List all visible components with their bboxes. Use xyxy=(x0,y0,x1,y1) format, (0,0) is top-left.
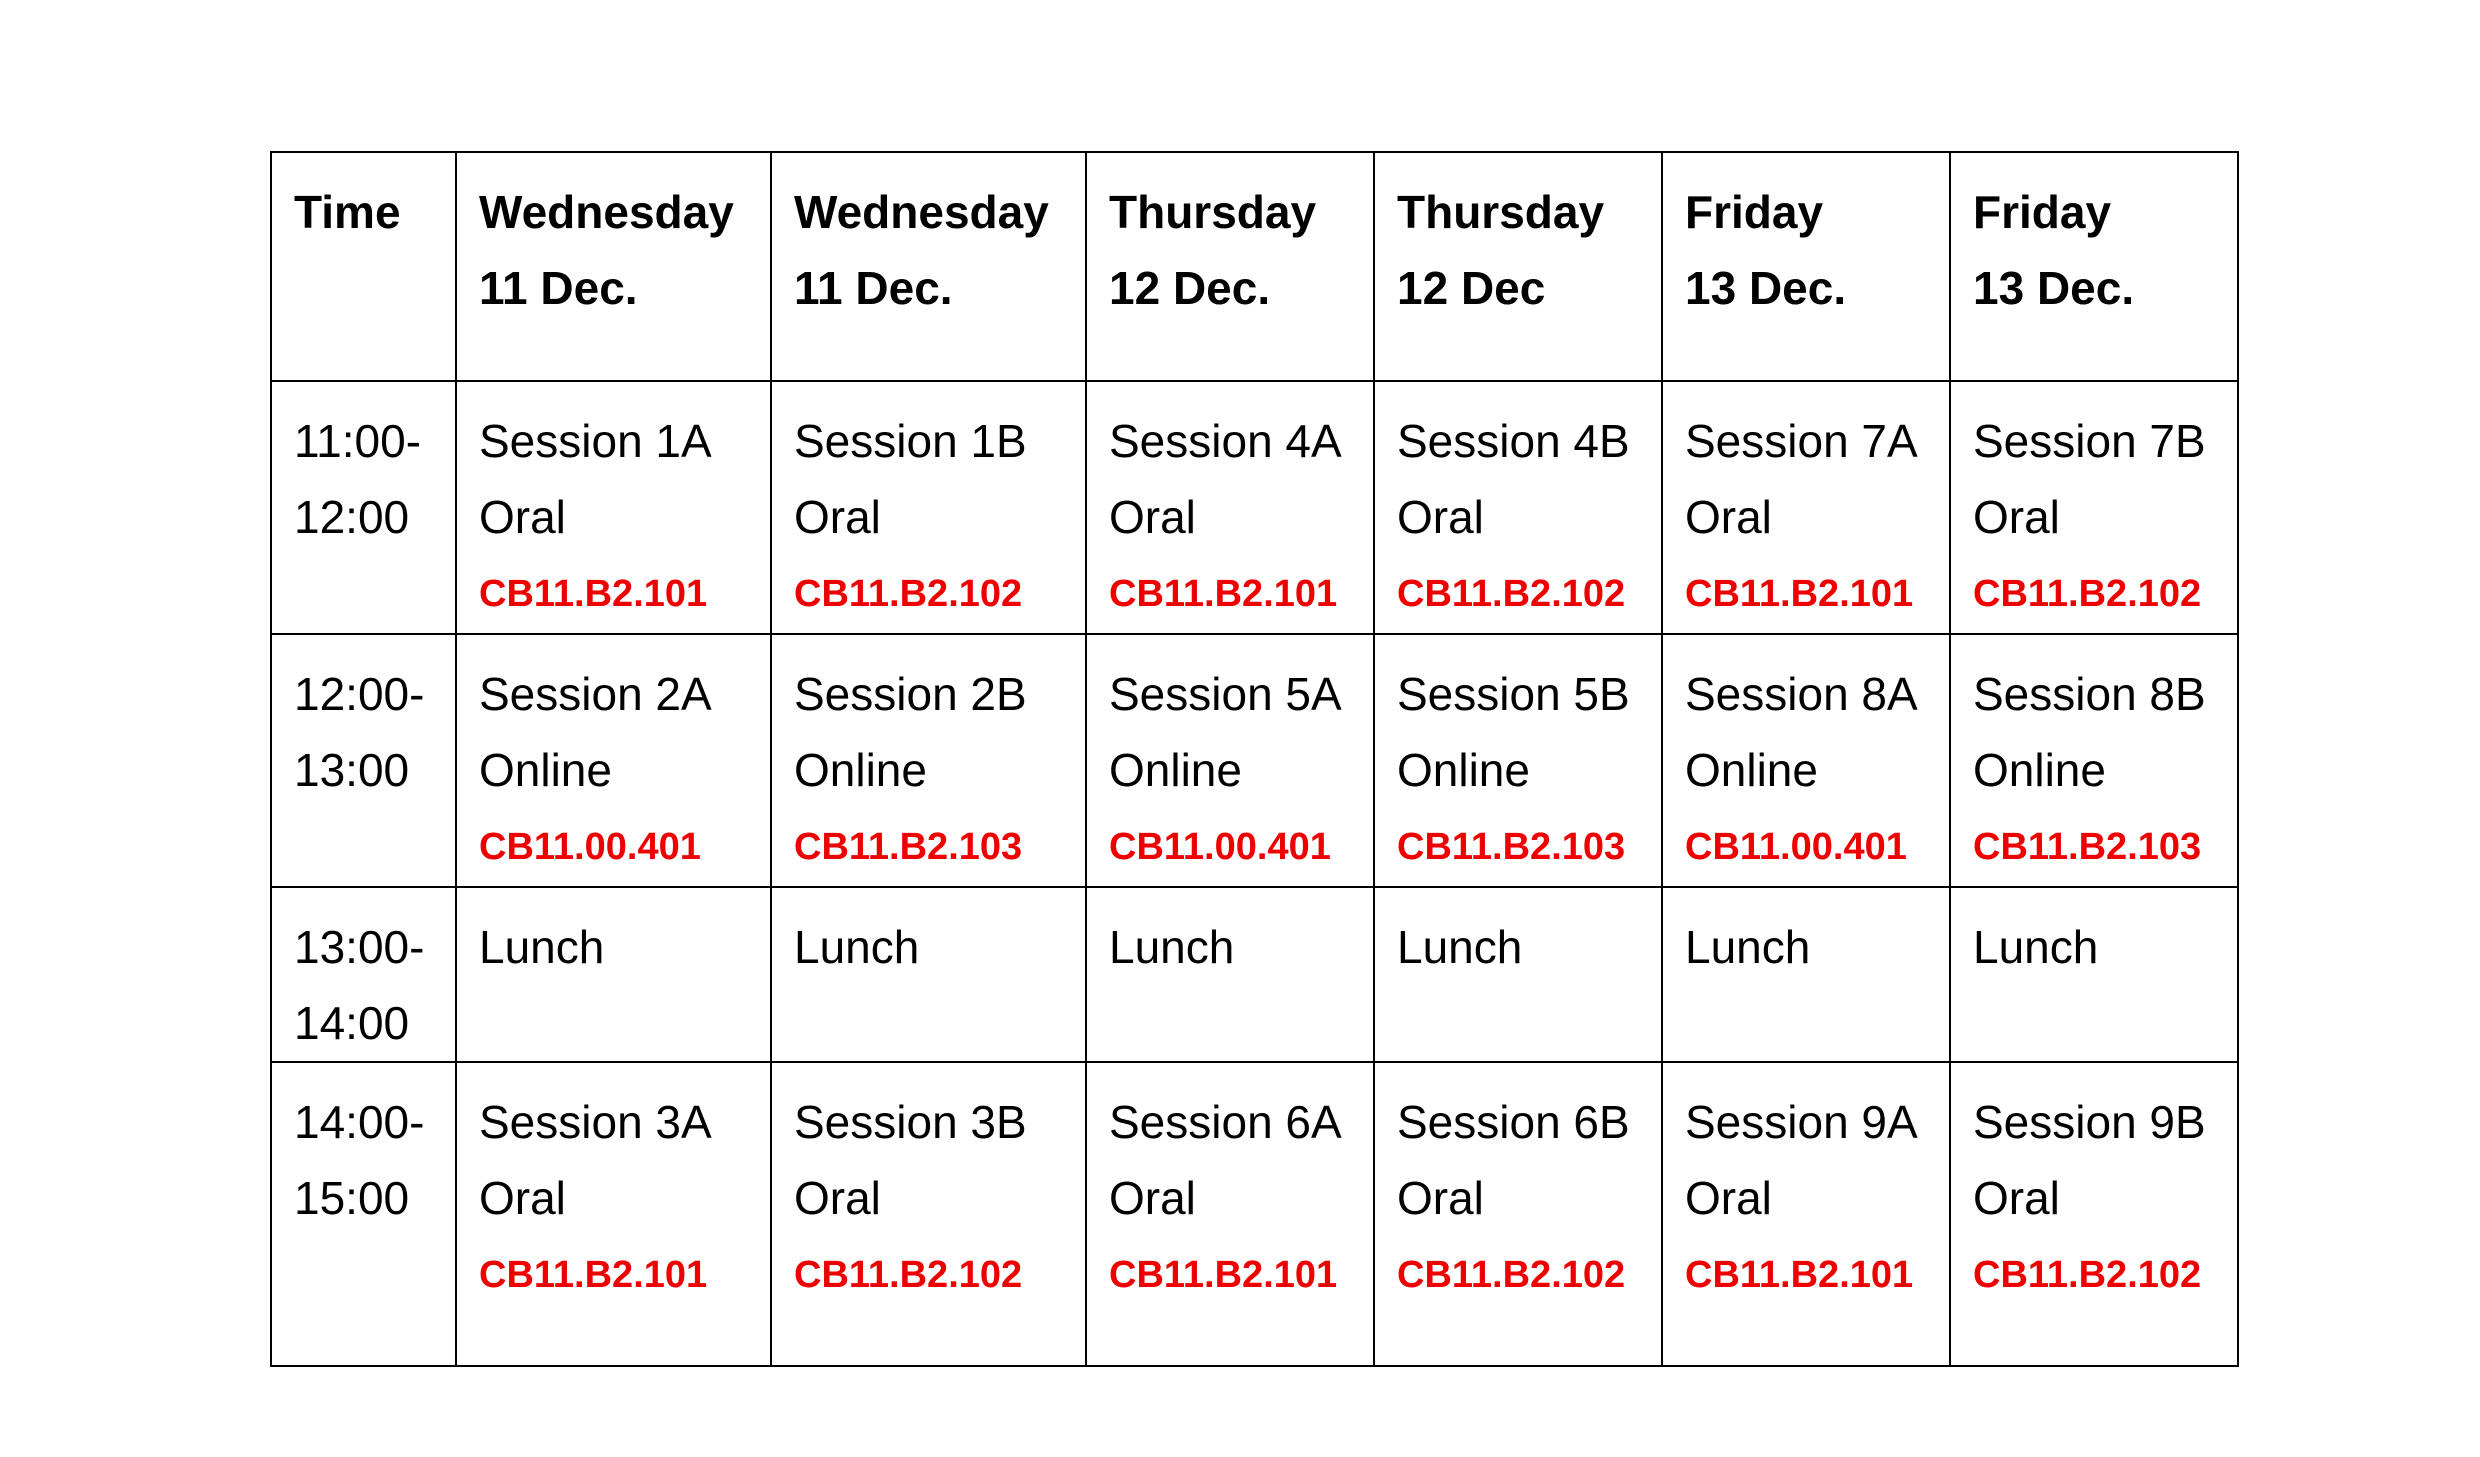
time-cell xyxy=(271,887,456,1062)
day-name: Friday xyxy=(1685,186,1824,238)
session-format: Oral xyxy=(794,1172,881,1224)
header-cell-day xyxy=(1086,152,1374,381)
session-cell xyxy=(1086,381,1374,634)
room-code: CB11.B2.103 xyxy=(794,826,1023,868)
session-format: Online xyxy=(479,744,612,796)
time-start: 13:00- xyxy=(294,921,425,973)
session-format: Online xyxy=(1109,744,1242,796)
session-cell xyxy=(1374,1062,1662,1366)
session-name: Session 1B xyxy=(794,415,1027,467)
time-start: 11:00- xyxy=(294,415,422,467)
session-cell xyxy=(456,381,771,634)
session-name: Session 3A xyxy=(479,1096,712,1148)
session-format: Oral xyxy=(1397,1172,1484,1224)
session-format: Oral xyxy=(479,1172,566,1224)
lunch-label: Lunch xyxy=(1973,921,2099,973)
session-cell xyxy=(1374,381,1662,634)
room-code: CB11.B2.102 xyxy=(1397,1254,1626,1296)
session-format: Oral xyxy=(1685,1172,1772,1224)
lunch-cell xyxy=(771,887,1086,1062)
schedule-table xyxy=(270,151,2239,1367)
day-date: 13 Dec. xyxy=(1685,262,1847,314)
session-cell xyxy=(1950,634,2238,887)
time-start: 12:00- xyxy=(294,668,425,720)
session-name: Session 1A xyxy=(479,415,712,467)
table-row xyxy=(271,634,2238,887)
session-format: Online xyxy=(1973,744,2106,796)
lunch-label: Lunch xyxy=(479,921,605,973)
room-code: CB11.B2.102 xyxy=(1973,573,2202,615)
room-code: CB11.B2.103 xyxy=(1973,826,2202,868)
day-date: 11 Dec. xyxy=(794,262,953,314)
day-name: Thursday xyxy=(1109,186,1317,238)
session-cell xyxy=(1086,1062,1374,1366)
session-name: Session 9A xyxy=(1685,1096,1918,1148)
time-cell xyxy=(271,1062,456,1366)
day-date: 11 Dec. xyxy=(479,262,638,314)
lunch-cell xyxy=(1950,887,2238,1062)
table-row xyxy=(271,1062,2238,1366)
day-date: 13 Dec. xyxy=(1973,262,2135,314)
session-cell xyxy=(456,634,771,887)
session-format: Oral xyxy=(794,491,881,543)
room-code: CB11.B2.102 xyxy=(794,1254,1023,1296)
session-name: Session 2B xyxy=(794,668,1027,720)
header-cell-day xyxy=(1374,152,1662,381)
header-row xyxy=(271,152,2238,381)
lunch-cell xyxy=(456,887,771,1062)
session-name: Session 7A xyxy=(1685,415,1918,467)
session-format: Online xyxy=(794,744,927,796)
table-row xyxy=(271,381,2238,634)
session-cell xyxy=(1662,1062,1950,1366)
header-cell-day xyxy=(1662,152,1950,381)
session-name: Session 4A xyxy=(1109,415,1342,467)
header-cell-day xyxy=(1950,152,2238,381)
session-cell xyxy=(771,634,1086,887)
session-format: Oral xyxy=(1109,1172,1196,1224)
room-code: CB11.00.401 xyxy=(1685,826,1907,868)
session-format: Online xyxy=(1397,744,1530,796)
session-format: Oral xyxy=(1397,491,1484,543)
lunch-label: Lunch xyxy=(794,921,920,973)
time-column-header: Time xyxy=(294,186,401,238)
time-cell xyxy=(271,381,456,634)
session-cell xyxy=(1662,381,1950,634)
session-cell xyxy=(1950,381,2238,634)
session-name: Session 5B xyxy=(1397,668,1630,720)
session-name: Session 9B xyxy=(1973,1096,2206,1148)
time-cell xyxy=(271,634,456,887)
session-name: Session 6B xyxy=(1397,1096,1630,1148)
time-end: 14:00 xyxy=(294,997,410,1049)
header-cell-time xyxy=(271,152,456,381)
session-cell xyxy=(1374,634,1662,887)
lunch-label: Lunch xyxy=(1109,921,1235,973)
table-row xyxy=(271,887,2238,1062)
header-cell-day xyxy=(771,152,1086,381)
lunch-label: Lunch xyxy=(1685,921,1811,973)
room-code: CB11.B2.102 xyxy=(1973,1254,2202,1296)
room-code: CB11.B2.102 xyxy=(794,573,1023,615)
time-end: 15:00 xyxy=(294,1172,410,1224)
session-format: Oral xyxy=(1973,491,2060,543)
session-name: Session 8A xyxy=(1685,668,1918,720)
session-name: Session 7B xyxy=(1973,415,2206,467)
day-name: Thursday xyxy=(1397,186,1605,238)
session-format: Oral xyxy=(1109,491,1196,543)
day-name: Wednesday xyxy=(479,186,734,238)
session-cell xyxy=(1086,634,1374,887)
room-code: CB11.B2.101 xyxy=(1109,573,1338,615)
room-code: CB11.00.401 xyxy=(479,826,701,868)
session-format: Oral xyxy=(1973,1172,2060,1224)
session-format: Online xyxy=(1685,744,1818,796)
day-name: Friday xyxy=(1973,186,2112,238)
session-name: Session 5A xyxy=(1109,668,1342,720)
session-cell xyxy=(456,1062,771,1366)
room-code: CB11.B2.101 xyxy=(479,573,708,615)
room-code: CB11.B2.103 xyxy=(1397,826,1626,868)
time-end: 13:00 xyxy=(294,744,410,796)
room-code: CB11.B2.101 xyxy=(479,1254,708,1296)
lunch-cell xyxy=(1374,887,1662,1062)
session-cell xyxy=(771,381,1086,634)
day-date: 12 Dec. xyxy=(1109,262,1271,314)
time-start: 14:00- xyxy=(294,1096,425,1148)
day-date: 12 Dec xyxy=(1397,262,1546,314)
session-cell xyxy=(1662,634,1950,887)
session-format: Oral xyxy=(479,491,566,543)
room-code: CB11.B2.101 xyxy=(1685,573,1914,615)
session-name: Session 2A xyxy=(479,668,712,720)
session-name: Session 4B xyxy=(1397,415,1630,467)
day-name: Wednesday xyxy=(794,186,1049,238)
session-name: Session 6A xyxy=(1109,1096,1342,1148)
header-cell-day xyxy=(456,152,771,381)
session-cell xyxy=(771,1062,1086,1366)
room-code: CB11.B2.101 xyxy=(1109,1254,1338,1296)
room-code: CB11.B2.101 xyxy=(1685,1254,1914,1296)
session-cell xyxy=(1950,1062,2238,1366)
lunch-cell xyxy=(1086,887,1374,1062)
time-end: 12:00 xyxy=(294,491,410,543)
lunch-cell xyxy=(1662,887,1950,1062)
session-name: Session 3B xyxy=(794,1096,1027,1148)
room-code: CB11.00.401 xyxy=(1109,826,1331,868)
lunch-label: Lunch xyxy=(1397,921,1523,973)
session-format: Oral xyxy=(1685,491,1772,543)
room-code: CB11.B2.102 xyxy=(1397,573,1626,615)
session-name: Session 8B xyxy=(1973,668,2206,720)
